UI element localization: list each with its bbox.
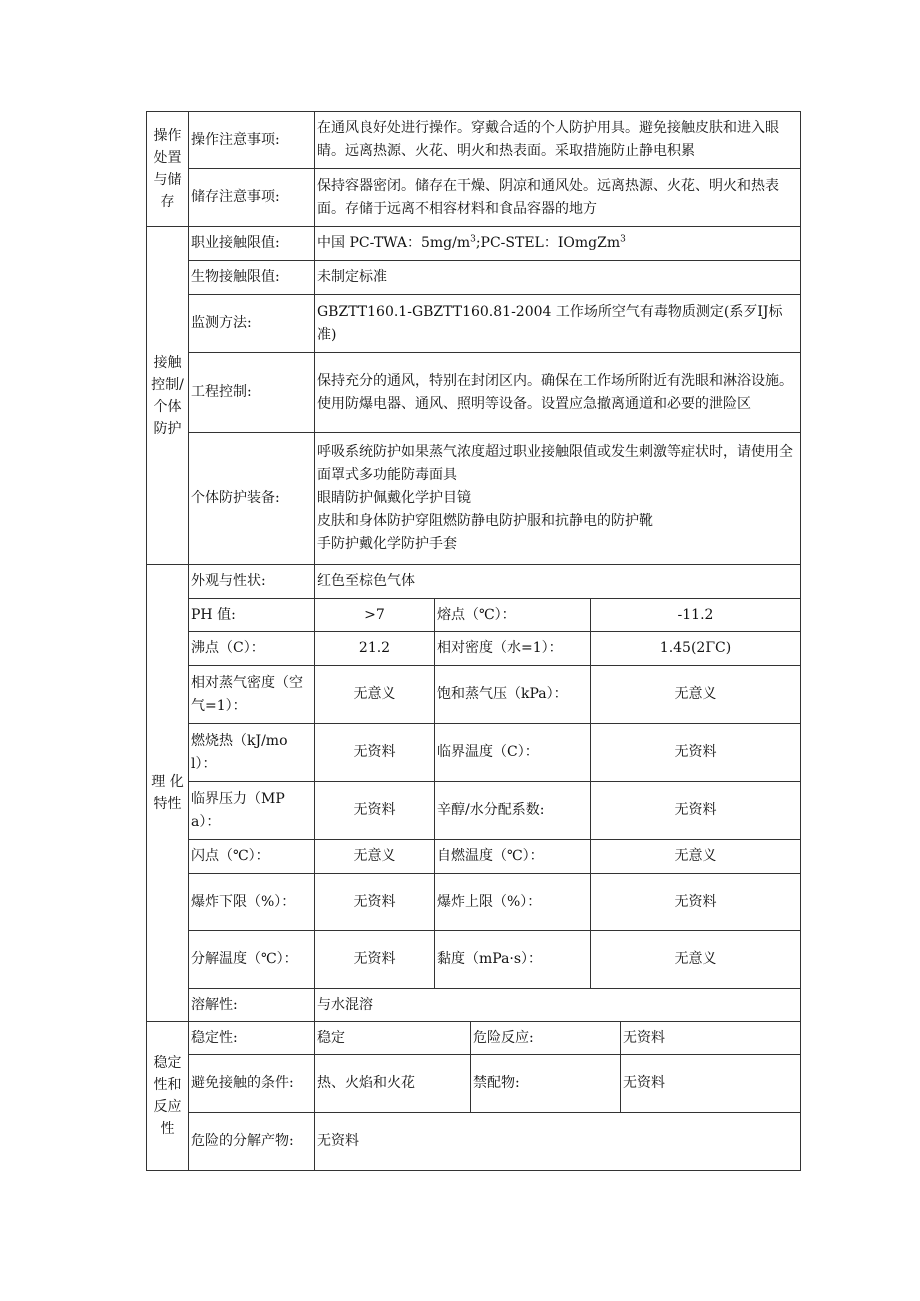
- incompatible-label: 禁配物:: [471, 1055, 621, 1113]
- prop-value: 无意义: [315, 666, 435, 724]
- handling-label: 操作注意事项:: [189, 112, 315, 169]
- oel-prefix: 中国 PC-TWA：5mg/m: [317, 235, 471, 251]
- ppe-value: [315, 433, 801, 565]
- prop-value: 无意义: [591, 666, 801, 724]
- oel-middle: ;PC-STEL：IOmgZm: [475, 235, 621, 251]
- hazardous-reaction-label: 危险反应:: [471, 1022, 621, 1055]
- section-title-exposure: 接触控制/个体防护: [147, 227, 189, 565]
- prop-value: -11.2: [591, 599, 801, 632]
- storage-label: 储存注意事项:: [189, 169, 315, 227]
- appearance-label: 外观与性状:: [189, 565, 315, 599]
- prop-label: 爆炸下限（%）：: [189, 874, 315, 931]
- prop-value: 无意义: [591, 840, 801, 874]
- prop-label: 相对蒸气密度（空气=1）：: [189, 666, 315, 724]
- prop-label: 临界温度（C）：: [435, 724, 591, 782]
- bio-label: 生物接触限值:: [189, 261, 315, 295]
- storage-value: 保持容器密闭。储存在干燥、阴凉和通风处。远离热源、火花、明火和热表面。存储于远离不相容材料和食品容器的地方: [315, 169, 801, 227]
- prop-label: 熔点（℃）：: [435, 599, 591, 632]
- prop-label: 闪点（℃）：: [189, 840, 315, 874]
- ppe-respiratory: 呼吸系统防护如果蒸气浓度超过职业接触限值或发生刺激等症状时，请使用全面罩式多功能防毒面具: [317, 444, 793, 483]
- oel-sup1: 3: [470, 234, 476, 245]
- engineering-label: 工程控制:: [189, 353, 315, 433]
- solubility-value: 与水混溶: [315, 989, 801, 1022]
- oel-label: 职业接触限值:: [189, 227, 315, 261]
- bio-value: 未制定标准: [315, 261, 801, 295]
- sds-page: [146, 111, 800, 1171]
- prop-label: 自燃温度（℃）：: [435, 840, 591, 874]
- ppe-skin: 皮肤和身体防护穿阻燃防静电防护服和抗静电的防护靴: [317, 513, 653, 529]
- prop-value: 无资料: [591, 874, 801, 931]
- prop-label: 黏度（mPa·s）：: [435, 931, 591, 989]
- prop-label: 分解温度（℃）：: [189, 931, 315, 989]
- solubility-label: 溶解性:: [189, 989, 315, 1022]
- decomposition-label: 危险的分解产物:: [189, 1113, 315, 1171]
- appearance-value: 红色至棕色气体: [315, 565, 801, 599]
- decomposition-value: 无资料: [315, 1113, 801, 1171]
- prop-value: 无意义: [591, 931, 801, 989]
- oel-sup2: 3: [620, 234, 626, 245]
- ppe-label: 个体防护装备:: [189, 433, 315, 565]
- prop-label: 临界压力（MPa）：: [189, 782, 315, 840]
- prop-label: 燃烧热（kJ/mol）：: [189, 724, 315, 782]
- prop-value: 无意义: [315, 840, 435, 874]
- prop-value: 无资料: [591, 724, 801, 782]
- incompatible-value: 无资料: [621, 1055, 801, 1113]
- avoid-conditions-label: 避免接触的条件:: [189, 1055, 315, 1113]
- prop-value: 无资料: [315, 724, 435, 782]
- hazardous-reaction-value: 无资料: [621, 1022, 801, 1055]
- prop-value: 无资料: [591, 782, 801, 840]
- prop-label: PH 值:: [189, 599, 315, 632]
- prop-label: 饱和蒸气压（kPa）：: [435, 666, 591, 724]
- section-title-physchem: 理 化 特性: [147, 565, 189, 1022]
- section-title-stability: 稳定性和反应性: [147, 1022, 189, 1171]
- prop-value: 21.2: [315, 632, 435, 666]
- prop-label: 爆炸上限（%）：: [435, 874, 591, 931]
- sds-table: [146, 111, 801, 1171]
- oel-value: [315, 227, 801, 261]
- handling-value: 在通风良好处进行操作。穿戴合适的个人防护用具。避免接触皮肤和进入眼睛。远离热源、火花、明火和热表面。采取措施防止静电积累: [315, 112, 801, 169]
- ppe-eye: 眼睛防护佩戴化学护目镜: [317, 490, 471, 506]
- monitor-label: 监测方法:: [189, 295, 315, 353]
- prop-value: 无资料: [315, 931, 435, 989]
- prop-label: 相对密度（水=1）：: [435, 632, 591, 666]
- monitor-value: GBZTT160.1-GBZTT160.81-2004 工作场所空气有毒物质测定(系歹IJ标准): [315, 295, 801, 353]
- prop-value: 无资料: [315, 874, 435, 931]
- prop-label: 沸点（C）：: [189, 632, 315, 666]
- prop-value: 无资料: [315, 782, 435, 840]
- avoid-conditions-value: 热、火焰和火花: [315, 1055, 471, 1113]
- stability-label: 稳定性:: [189, 1022, 315, 1055]
- ppe-hand: 手防护戴化学防护手套: [317, 536, 457, 552]
- stability-value: 稳定: [315, 1022, 471, 1055]
- prop-value: >7: [315, 599, 435, 632]
- engineering-value: 保持充分的通风，特别在封闭区内。确保在工作场所附近有洗眼和淋浴设施。使用防爆电器、通风、照明等设备。设置应急撤离通道和必要的泄险区: [315, 353, 801, 433]
- prop-value: 1.45(2ΓC): [591, 632, 801, 666]
- section-title-storage: 操作处置与储存: [147, 112, 189, 227]
- prop-label: 辛醇/水分配系数:: [435, 782, 591, 840]
